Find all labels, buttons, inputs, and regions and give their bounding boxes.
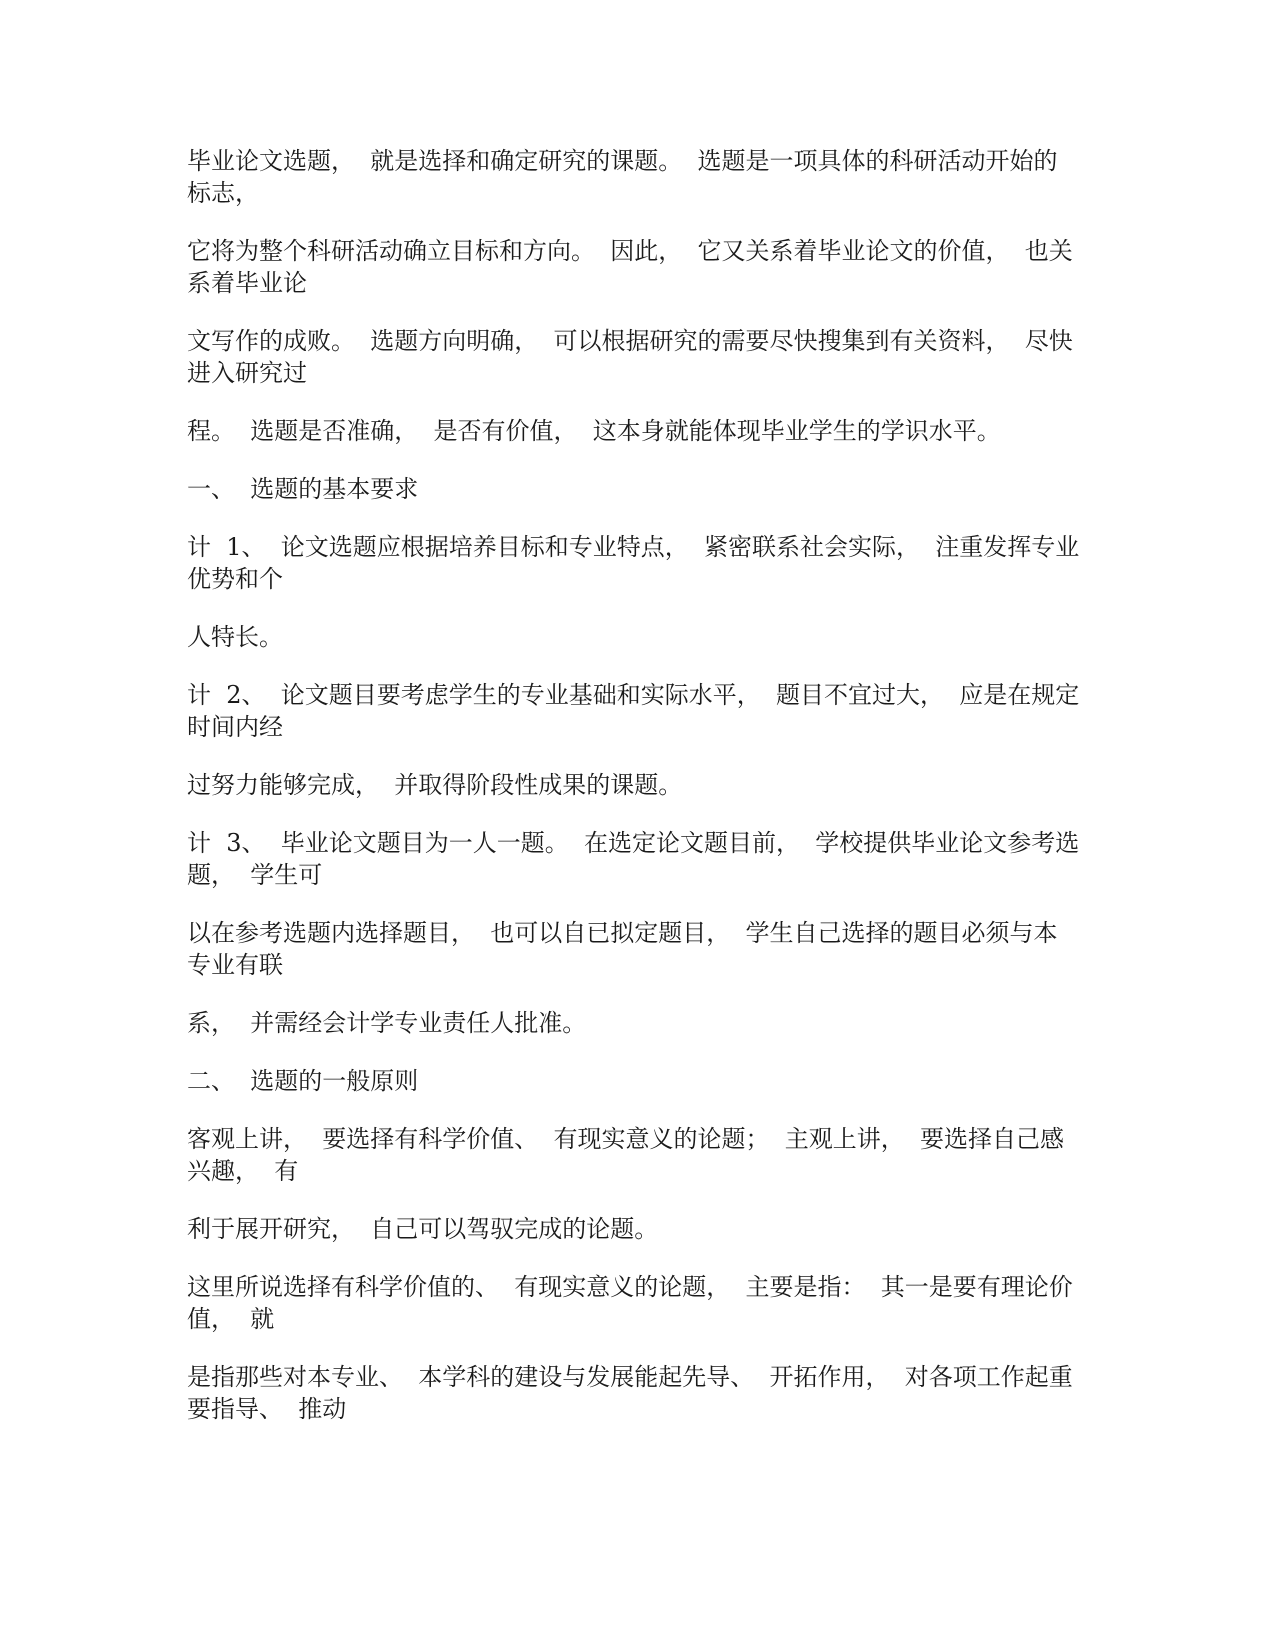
text-line: 进入研究过 [187,359,307,387]
text-line: 一、 选题的基本要求 [187,475,419,503]
paragraph [187,1361,1092,1425]
paragraph [187,827,1092,891]
text-line: 标志， [187,179,259,207]
text-line: 程。 选题是否准确， 是否有价值， 这本身就能体现毕业学生的学识水平。 [187,417,1001,445]
text-line: 系着毕业论 [187,269,307,297]
paragraph [187,1271,1092,1335]
text-line: 利于展开研究， 自己可以驾驭完成的论题。 [187,1215,659,1243]
paragraph [187,531,1092,595]
text-line: 时间内经 [187,713,283,741]
paragraph [187,325,1092,389]
text-line: 是指那些对本专业、 本学科的建设与发展能起先导、 开拓作用， 对各项工作起重 [187,1363,1073,1391]
text-line: 客观上讲， 要选择有科学价值、 有现实意义的论题； 主观上讲， 要选择自己感 [187,1125,1065,1153]
text-line: 以在参考选题内选择题目， 也可以自已拟定题目， 学生自己选择的题目必须与本 [187,919,1058,947]
text-line: 计 2、 论文题目要考虑学生的专业基础和实际水平， 题目不宜过大， 应是在规定 [187,681,1080,709]
paragraph [187,917,1092,981]
text-line: 这里所说选择有科学价值的、 有现实意义的论题， 主要是指： 其一是要有理论价 [187,1273,1073,1301]
paragraph [187,679,1092,743]
paragraph [187,1213,1092,1245]
paragraph [187,1007,1092,1039]
text-line: 要指导、 推动 [187,1395,347,1423]
document-page [187,145,1092,1425]
text-line: 题， 学生可 [187,861,323,889]
paragraph [187,769,1092,801]
paragraph [187,1123,1092,1187]
text-line: 兴趣， 有 [187,1157,299,1185]
paragraph [187,235,1092,299]
text-line: 文写作的成败。 选题方向明确， 可以根据研究的需要尽快搜集到有关资料， 尽快 [187,327,1073,355]
text-line: 人特长。 [187,623,283,651]
text-line: 值， 就 [187,1305,275,1333]
text-line: 系， 并需经会计学专业责任人批准。 [187,1009,587,1037]
text-line: 专业有联 [187,951,283,979]
paragraph [187,415,1092,447]
text-line: 过努力能够完成， 并取得阶段性成果的课题。 [187,771,683,799]
text-line: 它将为整个科研活动确立目标和方向。 因此， 它又关系着毕业论文的价值， 也关 [187,237,1073,265]
paragraph [187,145,1092,209]
text-line: 计 1、 论文选题应根据培养目标和专业特点， 紧密联系社会实际， 注重发挥专业 [187,533,1080,561]
text-line: 毕业论文选题， 就是选择和确定研究的课题。 选题是一项具体的科研活动开始的 [187,147,1058,175]
section-heading [187,473,1092,505]
text-line: 优势和个 [187,565,283,593]
paragraph [187,621,1092,653]
section-heading [187,1065,1092,1097]
text-line: 计 3、 毕业论文题目为一人一题。 在选定论文题目前， 学校提供毕业论文参考选 [187,829,1080,857]
text-line: 二、 选题的一般原则 [187,1067,419,1095]
